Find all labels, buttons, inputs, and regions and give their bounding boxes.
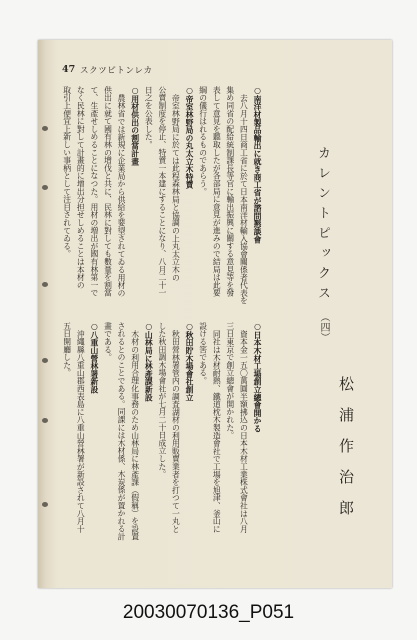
article-author: 松浦作治郎 bbox=[337, 376, 355, 531]
text-column: 同社は木材耐熱、鐵道枕木製造會社で工場を旭津、釜山に bbox=[212, 329, 222, 533]
text-column: 去八月十四日商工省に於て日本南洋材輸入協會關係者代表を bbox=[239, 93, 249, 305]
text-column: 木材の利用合理化事務のため山林局に林產課（假稱）を設置 bbox=[130, 329, 140, 541]
text-column: 表して意見を聽取したが各部局に意見が進みので結局は此要 bbox=[212, 86, 222, 297]
text-column: て、生產せしめることになつた。用材の増出が國有林第一で bbox=[89, 86, 99, 297]
binding-hole bbox=[42, 358, 48, 363]
text-column: 綱の儀行はれるものであらう。 bbox=[198, 86, 208, 196]
news-heading: ○秋田貯木場會社創立 bbox=[185, 322, 195, 402]
text-column: 集め同省の配給統制課長等官に輸出振興に關する意見等を發 bbox=[225, 86, 235, 297]
news-heading: ○山林局に林產課新設 bbox=[144, 322, 154, 402]
text-column: 公賣制度を停止、特賣一本建にすることになり、八月二十一 bbox=[157, 86, 167, 297]
text-column: 三日東京で創立總會が開かれた。 bbox=[225, 322, 235, 439]
binding-hole bbox=[42, 418, 48, 423]
text-column: 畫である。 bbox=[103, 322, 113, 361]
text-column: なく民林に對して計畫的に增出分担せしめることは本材の bbox=[76, 86, 86, 289]
text-column: 供出に就て國有林の增伐と共に、民林に對しても數量を割當 bbox=[103, 86, 113, 297]
running-title: スクツピトンレカ bbox=[80, 66, 153, 76]
text-column: 秋田營林署管内の調査湖材の利用販賣業者を打つて一丸と bbox=[171, 329, 181, 533]
binding-hole bbox=[42, 185, 48, 190]
news-heading: ○日本木材工場創立總會開かる bbox=[253, 322, 262, 433]
text-column: 取引上便宜上新しい事柄として注目されてゐる。 bbox=[62, 86, 72, 258]
article-part-number: （四） bbox=[318, 312, 329, 342]
lower-text-tier bbox=[60, 322, 264, 544]
text-column: されるとのことである。同課には木材係、木炭係が置かれる計 bbox=[117, 322, 127, 541]
news-heading: ○南洋材製品輸出に就き商工省が諮問懇談會 bbox=[253, 86, 262, 244]
binding-hole bbox=[42, 126, 48, 131]
page-number: 47 bbox=[62, 64, 76, 75]
text-column: 設ける筈である。 bbox=[198, 322, 208, 385]
news-heading: ○八重山營林署新設 bbox=[89, 322, 99, 394]
text-column: 五日開廳した。 bbox=[62, 322, 72, 377]
text-column: 農林省では新規に企業局から供給を要望されてゐる用材の bbox=[117, 93, 127, 297]
text-column: 帝室林野局に於ては此程森林局と協調の上丸太立木の bbox=[171, 93, 181, 281]
binding-hole bbox=[42, 502, 48, 507]
text-column: した秋田調木場會社が七月二十日成立した。 bbox=[157, 322, 167, 478]
text-column: 沖繩縣八重山郡西表島に八重山營林署が新設されて八月十 bbox=[76, 329, 86, 533]
news-heading: ○用材供出の割當計畫 bbox=[130, 86, 140, 166]
text-column: 資本金一五〇萬圓半額拂込の日本木材工業株式會社は八月 bbox=[239, 329, 249, 533]
binding-hole bbox=[42, 282, 48, 287]
text-column: 日之を公表した。 bbox=[144, 86, 154, 149]
archive-id-label: 20030070136_P051 bbox=[122, 602, 295, 623]
upper-text-tier bbox=[60, 86, 264, 308]
article-title: カレントピックス bbox=[315, 146, 330, 306]
news-heading: ○帝室林野局の丸太立木特賣 bbox=[185, 86, 195, 189]
